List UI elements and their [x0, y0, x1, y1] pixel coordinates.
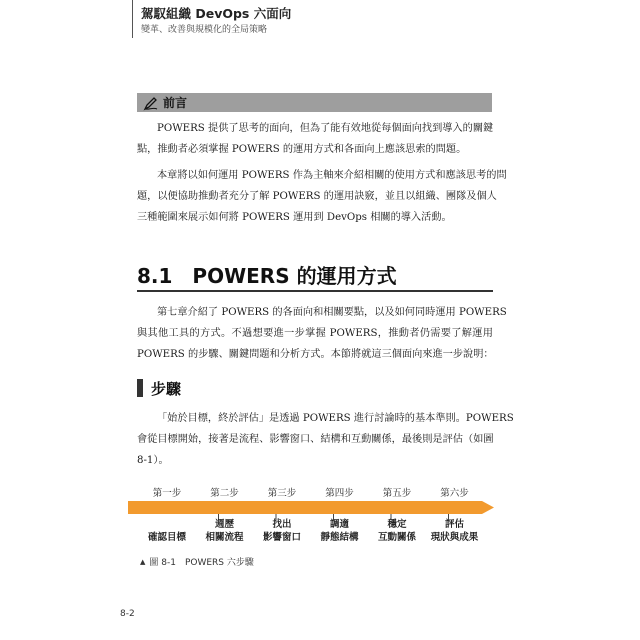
text-line: 8-1）。 — [137, 455, 169, 466]
preface-header — [137, 93, 492, 112]
text-line: 點，推動者必須掌握 POWERS 的運用方式和各面向上應該思索的問題。 — [137, 144, 467, 155]
book-title: 駕馭組織 DevOps 六面向 — [141, 6, 292, 21]
page-number: 8-2 — [120, 609, 135, 619]
step-label: 第五步 — [382, 488, 412, 499]
book-subtitle: 變革、改善與規模化的全局策略 — [141, 25, 268, 35]
text-line: POWERS 的步驟、關鍵問題和分析方式。本節將就這三個面向來進一步說明： — [137, 349, 494, 360]
preface-paragraph-1 — [137, 118, 493, 160]
header-vertical-rule — [132, 0, 133, 38]
subsection-title: 步驟 — [151, 379, 182, 398]
step-description: 現狀與成果 — [430, 532, 479, 543]
step-label: 第三步 — [267, 488, 297, 499]
preface-paragraph-2 — [137, 165, 507, 228]
text-line: POWERS 提供了思考的面向，但為了能有效地從每個面向找到導入的關鍵 — [157, 123, 494, 134]
subsection-heading — [137, 377, 181, 399]
step-description: 相關流程 — [205, 532, 244, 543]
step-description: 評估 — [444, 519, 465, 530]
step-description: 週歷 — [214, 519, 235, 530]
subsection-paragraph — [137, 408, 514, 471]
section-paragraph — [137, 302, 507, 365]
step-description: 找出 — [272, 519, 292, 530]
step-label: 第二步 — [210, 488, 239, 499]
preface-title: 前言 — [163, 96, 188, 110]
step-description: 穩定 — [387, 519, 407, 530]
step-description: 互動關係 — [377, 532, 417, 543]
process-arrow — [128, 501, 494, 514]
step-label: 第一步 — [152, 488, 182, 499]
section-heading — [137, 260, 493, 290]
subsection-bar — [137, 379, 143, 397]
text-line: 第七章介紹了 POWERS 的各面向和相關要點，以及如何同時運用 POWERS — [157, 307, 507, 318]
figure-caption-row — [140, 555, 254, 568]
step-description: 調適 — [329, 519, 350, 530]
step-label: 第四步 — [325, 488, 354, 499]
step-label: 第六步 — [440, 488, 469, 499]
step-description: 影響窗口 — [262, 532, 302, 543]
text-line: 本章將以如何運用 POWERS 作為主軸來介紹相關的使用方式和應該思考的問 — [157, 170, 507, 181]
figure-caption: 圖 8-1 POWERS 六步驟 — [149, 558, 254, 568]
section-rule — [137, 290, 493, 292]
step-description: 靜態結構 — [320, 532, 359, 543]
text-line: 三種範圍來展示如何將 POWERS 運用到 DevOps 相關的導入活動。 — [137, 212, 452, 223]
section-title: 8.1 POWERS 的運用方式 — [137, 264, 397, 288]
text-line: 「始於目標，終於評估」是透過 POWERS 進行討論時的基本準則。POWERS — [157, 413, 514, 424]
text-line: 與其他工具的方式。不過想要進一步掌握 POWERS，推動者仍需要了解運用 — [137, 328, 493, 339]
triangle-up-icon: ▲ — [140, 557, 146, 566]
step-description: 確認目標 — [147, 532, 187, 543]
text-line: 會從目標開始，接著是流程、影響窗口、結構和互動關係，最後則是評估（如圖 — [137, 434, 494, 445]
pen-icon — [141, 93, 161, 112]
text-line: 題，以便協助推動者充分了解 POWERS 的運用訣竅，並且以組織、團隊及個人 — [137, 191, 497, 202]
